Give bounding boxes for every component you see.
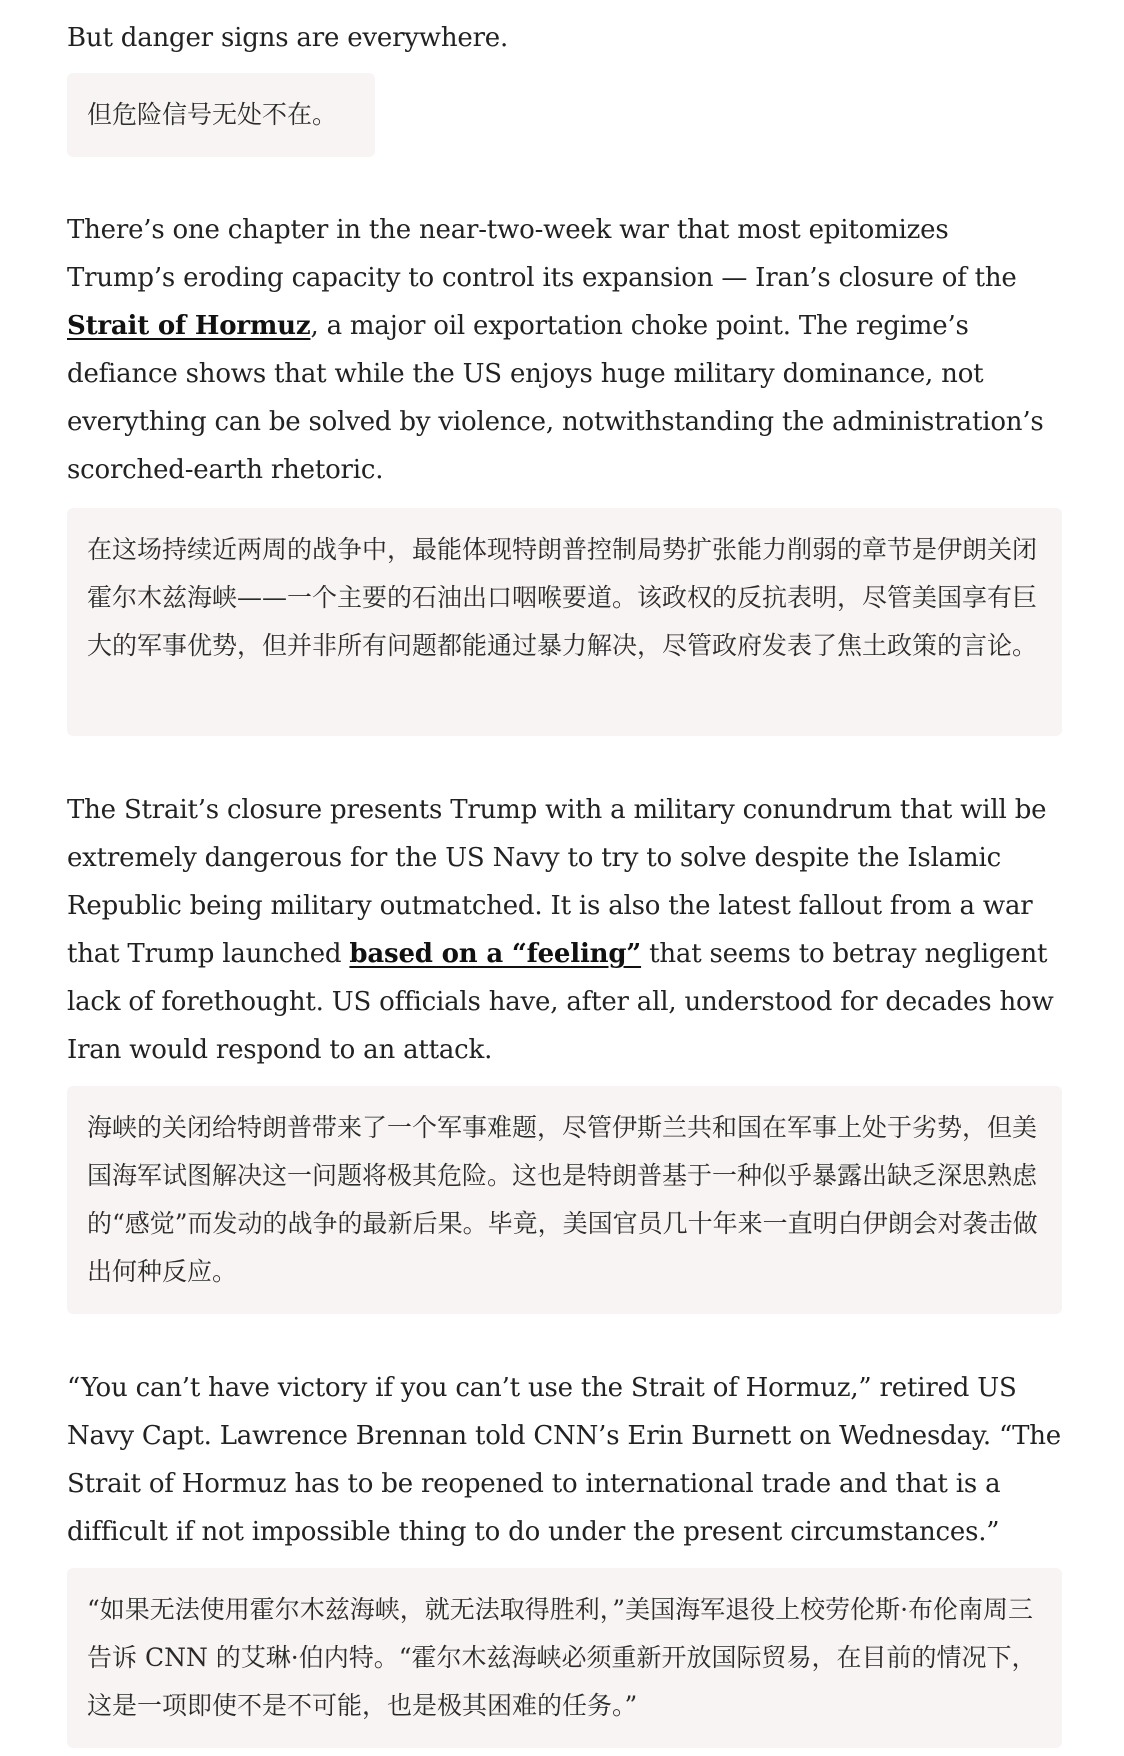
paragraph-translation: 海峡的关闭给特朗普带来了一个军事难题，尽管伊斯兰共和国在军事上处于劣势，但美国海军试图解决这一问题将极其危险。这也是特朗普基于一种似乎暴露出缺乏深思熟虑的“感觉”而发动的战争的最新后果。毕竟，美国官员几十年来一直明白伊朗会对袭击做出何种反应。: [67, 1086, 1062, 1314]
paragraph-english: [67, 786, 1062, 1074]
paragraph-english: “You can’t have victory if you can’t use the Strait of Hormuz,” retired US Navy Capt. Lawrence Brennan told CNN’s Erin Burnett on Wednesday. “The Strait of Hormuz has to be reopened to international trade and that is a difficult if not impossible thing to do under the present circumstances.”: [67, 1373, 1061, 1547]
strait-of-hormuz-link[interactable]: Strait of Hormuz: [67, 311, 311, 341]
paragraph-text: The Strait’s closure presents Trump with a military conundrum that will be extremely dangerous for the US Navy to try to solve despite the Islamic Republic being military outmatched. It is also the latest fallout from a war that Trump launched: [67, 795, 1047, 969]
paragraph-text: that seems to betray negligent lack of forethought. US officials have, after all, understood for decades how Iran would respond to an attack.: [67, 939, 1054, 1065]
based-on-a-feeling-link[interactable]: based on a “feeling”: [349, 939, 642, 969]
paragraph-text: There’s one chapter in the near-two-week war that most epitomizes Trump’s eroding capacity to control its expansion — Iran’s closure of the: [67, 215, 1017, 293]
paragraph-english: [67, 206, 1062, 494]
paragraph-translation: “如果无法使用霍尔木兹海峡，就无法取得胜利，”美国海军退役上校劳伦斯·布伦南周三告诉 CNN 的艾琳·伯内特。“霍尔木兹海峡必须重新开放国际贸易，在目前的情况下，这是一项即使不是不可能，也是极其困难的任务。”: [67, 1568, 1062, 1748]
paragraph-translation: 在这场持续近两周的战争中，最能体现特朗普控制局势扩张能力削弱的章节是伊朗关闭霍尔木兹海峡——一个主要的石油出口咽喉要道。该政权的反抗表明，尽管美国享有巨大的军事优势，但并非所有问题都能通过暴力解决，尽管政府发表了焦土政策的言论。: [67, 508, 1062, 736]
paragraph-text: , a major oil exportation choke point. The regime’s defiance shows that while the US enjoys huge military dominance, not everything can be solved by violence, notwithstanding the administration’s scorched-earth rhetoric.: [67, 311, 1044, 485]
paragraph-translation: 但危险信号无处不在。: [67, 73, 375, 157]
paragraph-english: But danger signs are everywhere.: [67, 23, 509, 53]
